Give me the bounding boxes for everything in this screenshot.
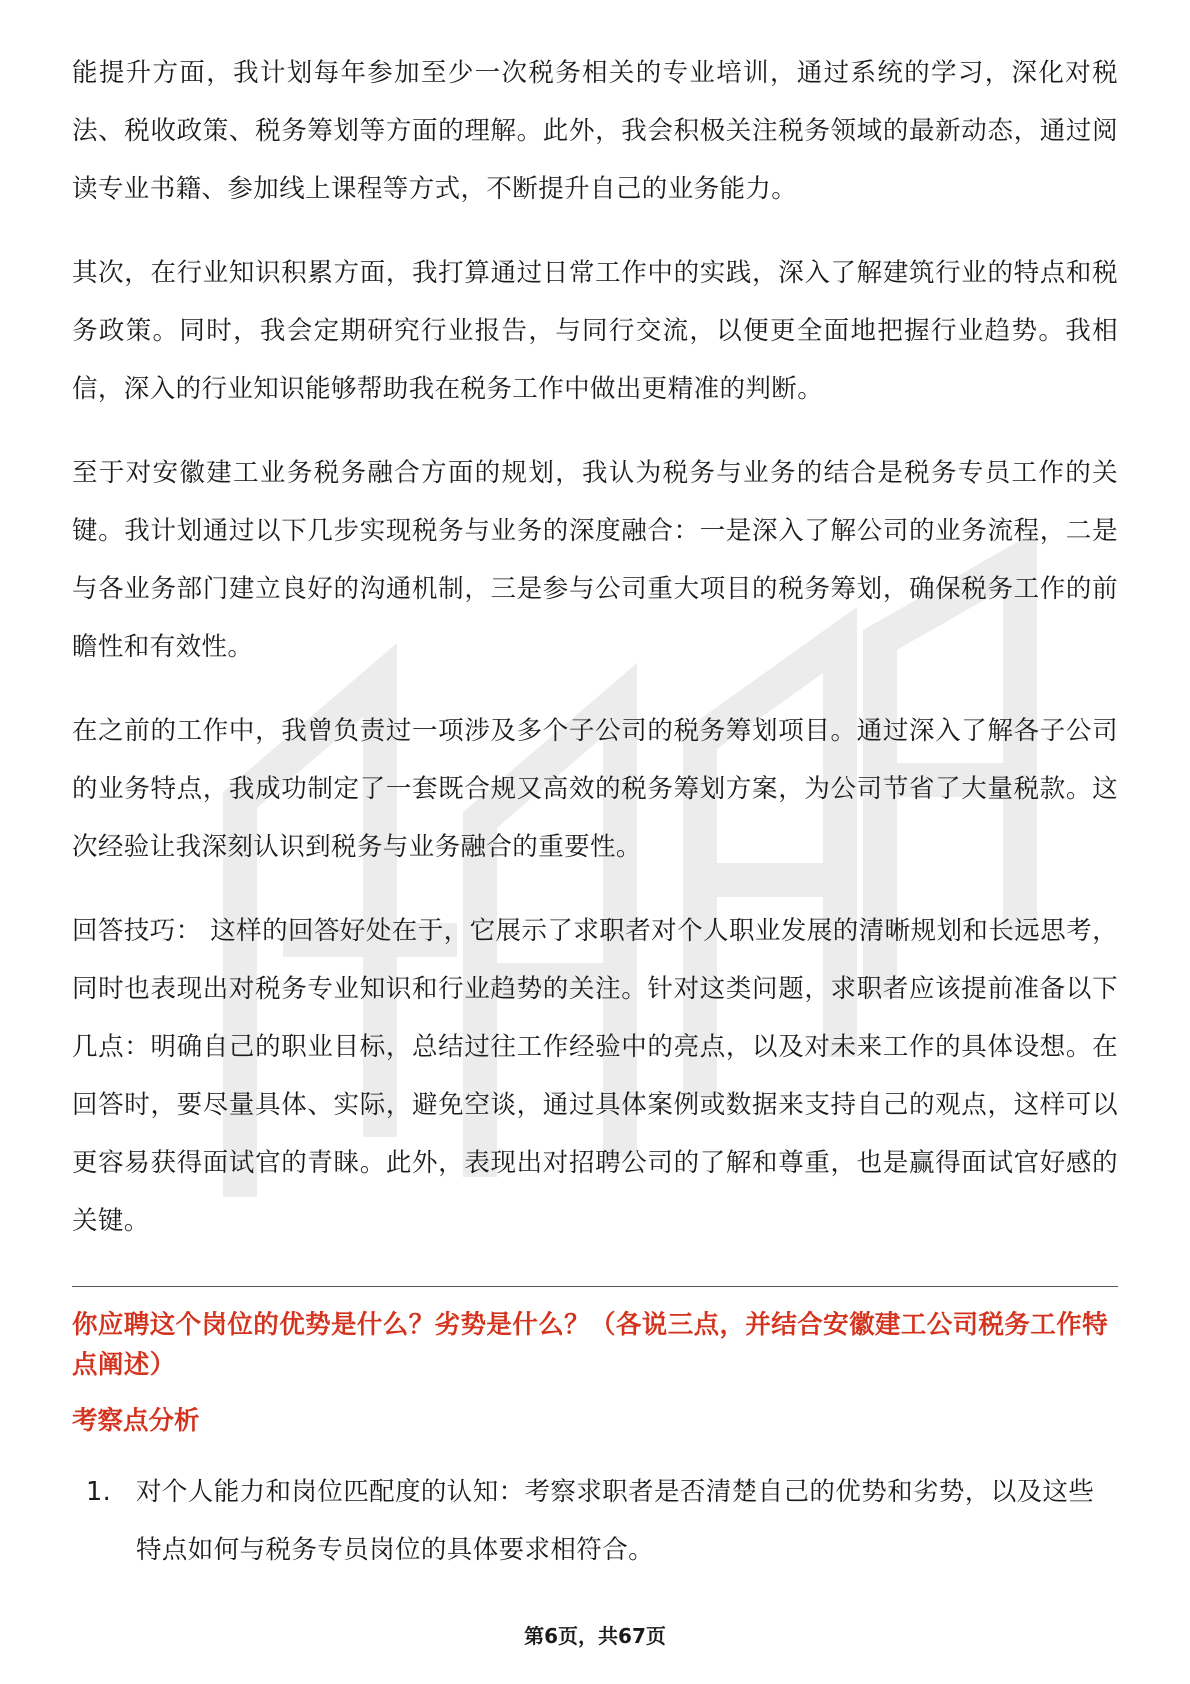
- paragraph-skill-improvement: 能提升方面，我计划每年参加至少一次税务相关的专业培训，通过系统的学习，深化对税法、税收政策、税务筹划等方面的理解。此外，我会积极关注税务领域的最新动态，通过阅读专业书籍、参加线上课程等方式，不断提升自己的业务能力。: [72, 58, 1118, 204]
- analysis-list: [72, 1463, 1118, 1579]
- paragraph-industry-knowledge: 其次，在行业知识积累方面，我打算通过日常工作中的实践，深入了解建筑行业的特点和税务政策。同时，我会定期研究行业报告，与同行交流，以便更全面地把握行业趋势。我相信，深入的行业知识能够帮助我在税务工作中做出更精准的判断。: [72, 258, 1118, 404]
- analysis-heading: 考察点分析: [72, 1406, 200, 1436]
- paragraph-business-tax-integration: 至于对安徽建工业务税务融合方面的规划，我认为税务与业务的结合是税务专员工作的关键。我计划通过以下几步实现税务与业务的深度融合：一是深入了解公司的业务流程，二是与各业务部门建立良好的沟通机制，三是参与公司重大项目的税务筹划，确保税务工作的前瞻性和有效性。: [72, 458, 1118, 662]
- page-number-footer: 第6页，共67页: [524, 1624, 666, 1648]
- list-item-text: 对个人能力和岗位匹配度的认知：考察求职者是否清楚自己的优势和劣势，以及这些特点如何与税务专员岗位的具体要求相符合。: [136, 1477, 1095, 1565]
- list-item-number: 1.: [86, 1477, 112, 1507]
- list-item: [72, 1463, 1118, 1579]
- section-divider: [72, 1286, 1118, 1287]
- paragraph-past-experience: 在之前的工作中，我曾负责过一项涉及多个子公司的税务筹划项目。通过深入了解各子公司的业务特点，我成功制定了一套既合规又高效的税务筹划方案，为公司节省了大量税款。这次经验让我深刻认识到税务与业务融合的重要性。: [72, 716, 1118, 862]
- interview-question: 你应聘这个岗位的优势是什么？劣势是什么？（各说三点，并结合安徽建工公司税务工作特点阐述）: [72, 1310, 1109, 1380]
- document-page: [72, 44, 1118, 1579]
- paragraph-answer-tips: 回答技巧： 这样的回答好处在于，它展示了求职者对个人职业发展的清晰规划和长远思考，同时也表现出对税务专业知识和行业趋势的关注。针对这类问题，求职者应该提前准备以下几点：明确自己的职业目标，总结过往工作经验中的亮点，以及对未来工作的具体设想。在回答时，要尽量具体、实际，避免空谈，通过具体案例或数据来支持自己的观点，这样可以更容易获得面试官的青睐。此外，表现出对招聘公司的了解和尊重，也是赢得面试官好感的关键。: [72, 916, 1118, 1236]
